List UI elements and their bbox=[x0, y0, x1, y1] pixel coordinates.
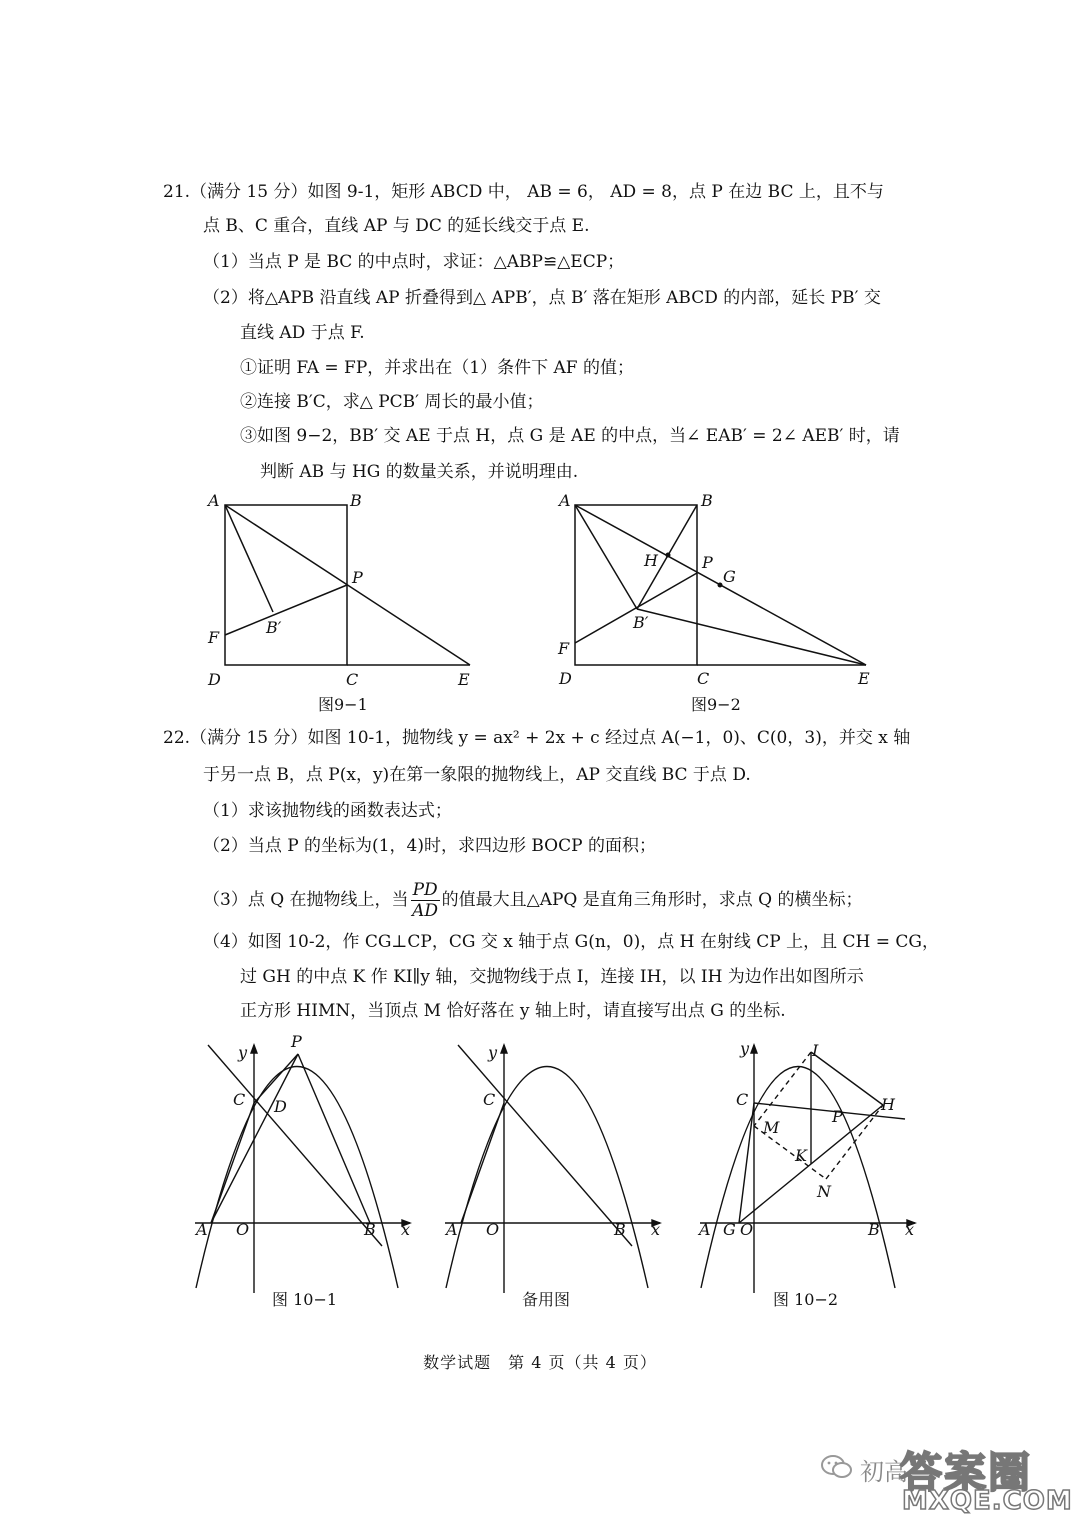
wechat-icon bbox=[820, 1454, 854, 1480]
fig9-2-label-H: H bbox=[644, 551, 658, 570]
fig10-2-label-H: H bbox=[881, 1095, 895, 1114]
fig10-2-label-M: M bbox=[763, 1118, 780, 1137]
figure-9-2 bbox=[555, 488, 875, 718]
q22-part-4: （4）如图 10-2，作 CG⊥CP，CG 交 x 轴于点 G(n，0)，点 H 在射线 CP 上，且 CH = CG， bbox=[203, 932, 939, 952]
q22-line-2: 于另一点 B，点 P(x，y)在第一象限的抛物线上，AP 交直线 BC 于点 D. bbox=[203, 765, 751, 785]
page-footer: 数学试题 第 4 页（共 4 页） bbox=[423, 1353, 657, 1372]
fig9-1-label-D: D bbox=[208, 670, 221, 689]
fig10-1-label-A: A bbox=[196, 1220, 208, 1239]
fig9-1-label-A: A bbox=[208, 491, 220, 510]
q21-sub-3-cont: 判断 AB 与 HG 的数量关系，并说明理由. bbox=[260, 462, 579, 482]
fig9-1-label-F: F bbox=[208, 628, 220, 647]
fig9-2-label-E: E bbox=[858, 669, 870, 688]
q22-part-4-cont-2: 正方形 HIMN，当顶点 M 恰好落在 y 轴上时，请直接写出点 G 的坐标. bbox=[240, 1001, 786, 1021]
fig9-1-label-B1: B′ bbox=[266, 618, 282, 637]
spare-label-O: O bbox=[486, 1220, 500, 1239]
q22-part-2: （2）当点 P 的坐标为(1，4)时，求四边形 BOCP 的面积； bbox=[203, 836, 656, 856]
spare-label-x: x bbox=[651, 1220, 661, 1239]
spare-label-B: B bbox=[614, 1220, 626, 1239]
pd-over-ad-fraction bbox=[411, 880, 440, 921]
watermark bbox=[820, 1440, 1073, 1520]
fig9-2-label-P: P bbox=[702, 553, 713, 572]
q22-line-1: 22.（满分 15 分）如图 10-1，抛物线 y = ax² + 2x + c 经过点 A(−1，0)、C(0，3)，并交 x 轴 bbox=[163, 728, 911, 748]
watermark-text: 初高 bbox=[860, 1458, 908, 1486]
q22-part-4-cont-1: 过 GH 的中点 K 作 KI∥y 轴，交抛物线于点 I，连接 IH，以 IH 为边作出如图所示 bbox=[240, 967, 864, 987]
figure-9-1 bbox=[200, 488, 490, 718]
q21-line-2: 点 B、C 重合，直线 AP 与 DC 的延长线交于点 E. bbox=[203, 216, 590, 236]
q21-part-2: （2）将△APB 沿直线 AP 折叠得到△ APB′，点 B′ 落在矩形 ABCD 的内部，延长 PB′ 交 bbox=[203, 288, 881, 308]
fig9-1-label-B: B bbox=[350, 491, 362, 510]
fig9-1-caption: 图9−1 bbox=[318, 695, 368, 714]
fig9-2-label-G: G bbox=[723, 567, 736, 586]
fig9-2-caption: 图9−2 bbox=[691, 695, 741, 714]
fig10-2-label-C: C bbox=[736, 1090, 749, 1109]
figure-10-1 bbox=[190, 1033, 420, 1318]
fig9-2-label-B: B bbox=[701, 491, 713, 510]
fig9-2-label-C: C bbox=[697, 669, 710, 688]
q22-part-3 bbox=[203, 880, 863, 921]
fig10-1-label-B: B bbox=[364, 1220, 376, 1239]
watermark-logo bbox=[900, 1440, 1073, 1520]
q21-sub-1: ①证明 FA = FP，并求出在（1）条件下 AF 的值； bbox=[240, 358, 634, 378]
fig9-2-label-F: F bbox=[558, 639, 570, 658]
fraction-numerator: PD bbox=[412, 880, 438, 900]
fig10-2-caption: 图 10−2 bbox=[773, 1290, 839, 1309]
watermark-logo-top: 答案圈 bbox=[900, 1448, 1033, 1497]
fig9-2-label-B1: B′ bbox=[633, 613, 649, 632]
fig10-1-label-C: C bbox=[233, 1090, 246, 1109]
fig10-2-label-y: y bbox=[740, 1039, 750, 1058]
fig10-2-label-G: G bbox=[723, 1220, 736, 1239]
fig9-1-label-E: E bbox=[458, 670, 470, 689]
fig9-1-label-P: P bbox=[352, 568, 363, 587]
fig10-1-label-P: P bbox=[291, 1032, 302, 1051]
spare-label-y: y bbox=[488, 1043, 498, 1062]
fig10-1-caption: 图 10−1 bbox=[272, 1290, 338, 1309]
fig10-2-label-O: O bbox=[740, 1220, 754, 1239]
fig10-1-label-y: y bbox=[238, 1043, 248, 1062]
fraction-denominator: AD bbox=[412, 901, 439, 921]
fig9-2-label-D: D bbox=[559, 669, 572, 688]
q21-sub-3: ③如图 9−2，BB′ 交 AE 于点 H，点 G 是 AE 的中点，当∠ EAB′ = 2∠ AEB′ 时，请 bbox=[240, 426, 900, 446]
fig10-2-label-K: K bbox=[795, 1146, 807, 1165]
q21-part-2-cont: 直线 AD 于点 F. bbox=[240, 323, 365, 343]
q21-part-1: （1）当点 P 是 BC 的中点时，求证：△ABP≌△ECP； bbox=[203, 252, 625, 272]
fig10-2-label-x: x bbox=[905, 1220, 915, 1239]
fig10-2-label-A: A bbox=[699, 1220, 711, 1239]
spare-caption: 备用图 bbox=[522, 1290, 571, 1309]
spare-label-A: A bbox=[446, 1220, 458, 1239]
q22-part-3-start: （3）点 Q 在抛物线上，当 bbox=[203, 890, 409, 910]
fig10-2-label-B: B bbox=[868, 1220, 880, 1239]
q21-line-1: 21.（满分 15 分）如图 9-1，矩形 ABCD 中， AB = 6， AD = 8，点 P 在边 BC 上，且不与 bbox=[163, 182, 884, 202]
fig9-2-label-A: A bbox=[559, 491, 571, 510]
fig10-1-label-D: D bbox=[274, 1097, 287, 1116]
fig10-2-label-I: I bbox=[812, 1041, 819, 1060]
fig9-1-label-C: C bbox=[346, 670, 359, 689]
fig10-1-label-O: O bbox=[236, 1220, 250, 1239]
figure-10-2 bbox=[695, 1033, 925, 1318]
q22-part-1: （1）求该抛物线的函数表达式； bbox=[203, 801, 452, 821]
fig10-2-label-P: P bbox=[832, 1107, 843, 1126]
watermark-logo-bottom: MXQE.COM bbox=[902, 1486, 1073, 1516]
q21-sub-2: ②连接 B′C，求△ PCB′ 周长的最小值； bbox=[240, 392, 544, 412]
spare-label-C: C bbox=[483, 1090, 496, 1109]
q22-part-3-end: 的值最大且△APQ 是直角三角形时，求点 Q 的横坐标； bbox=[441, 890, 863, 910]
fig10-2-label-N: N bbox=[817, 1182, 831, 1201]
figure-spare bbox=[440, 1033, 670, 1318]
fig10-1-label-x: x bbox=[401, 1220, 411, 1239]
